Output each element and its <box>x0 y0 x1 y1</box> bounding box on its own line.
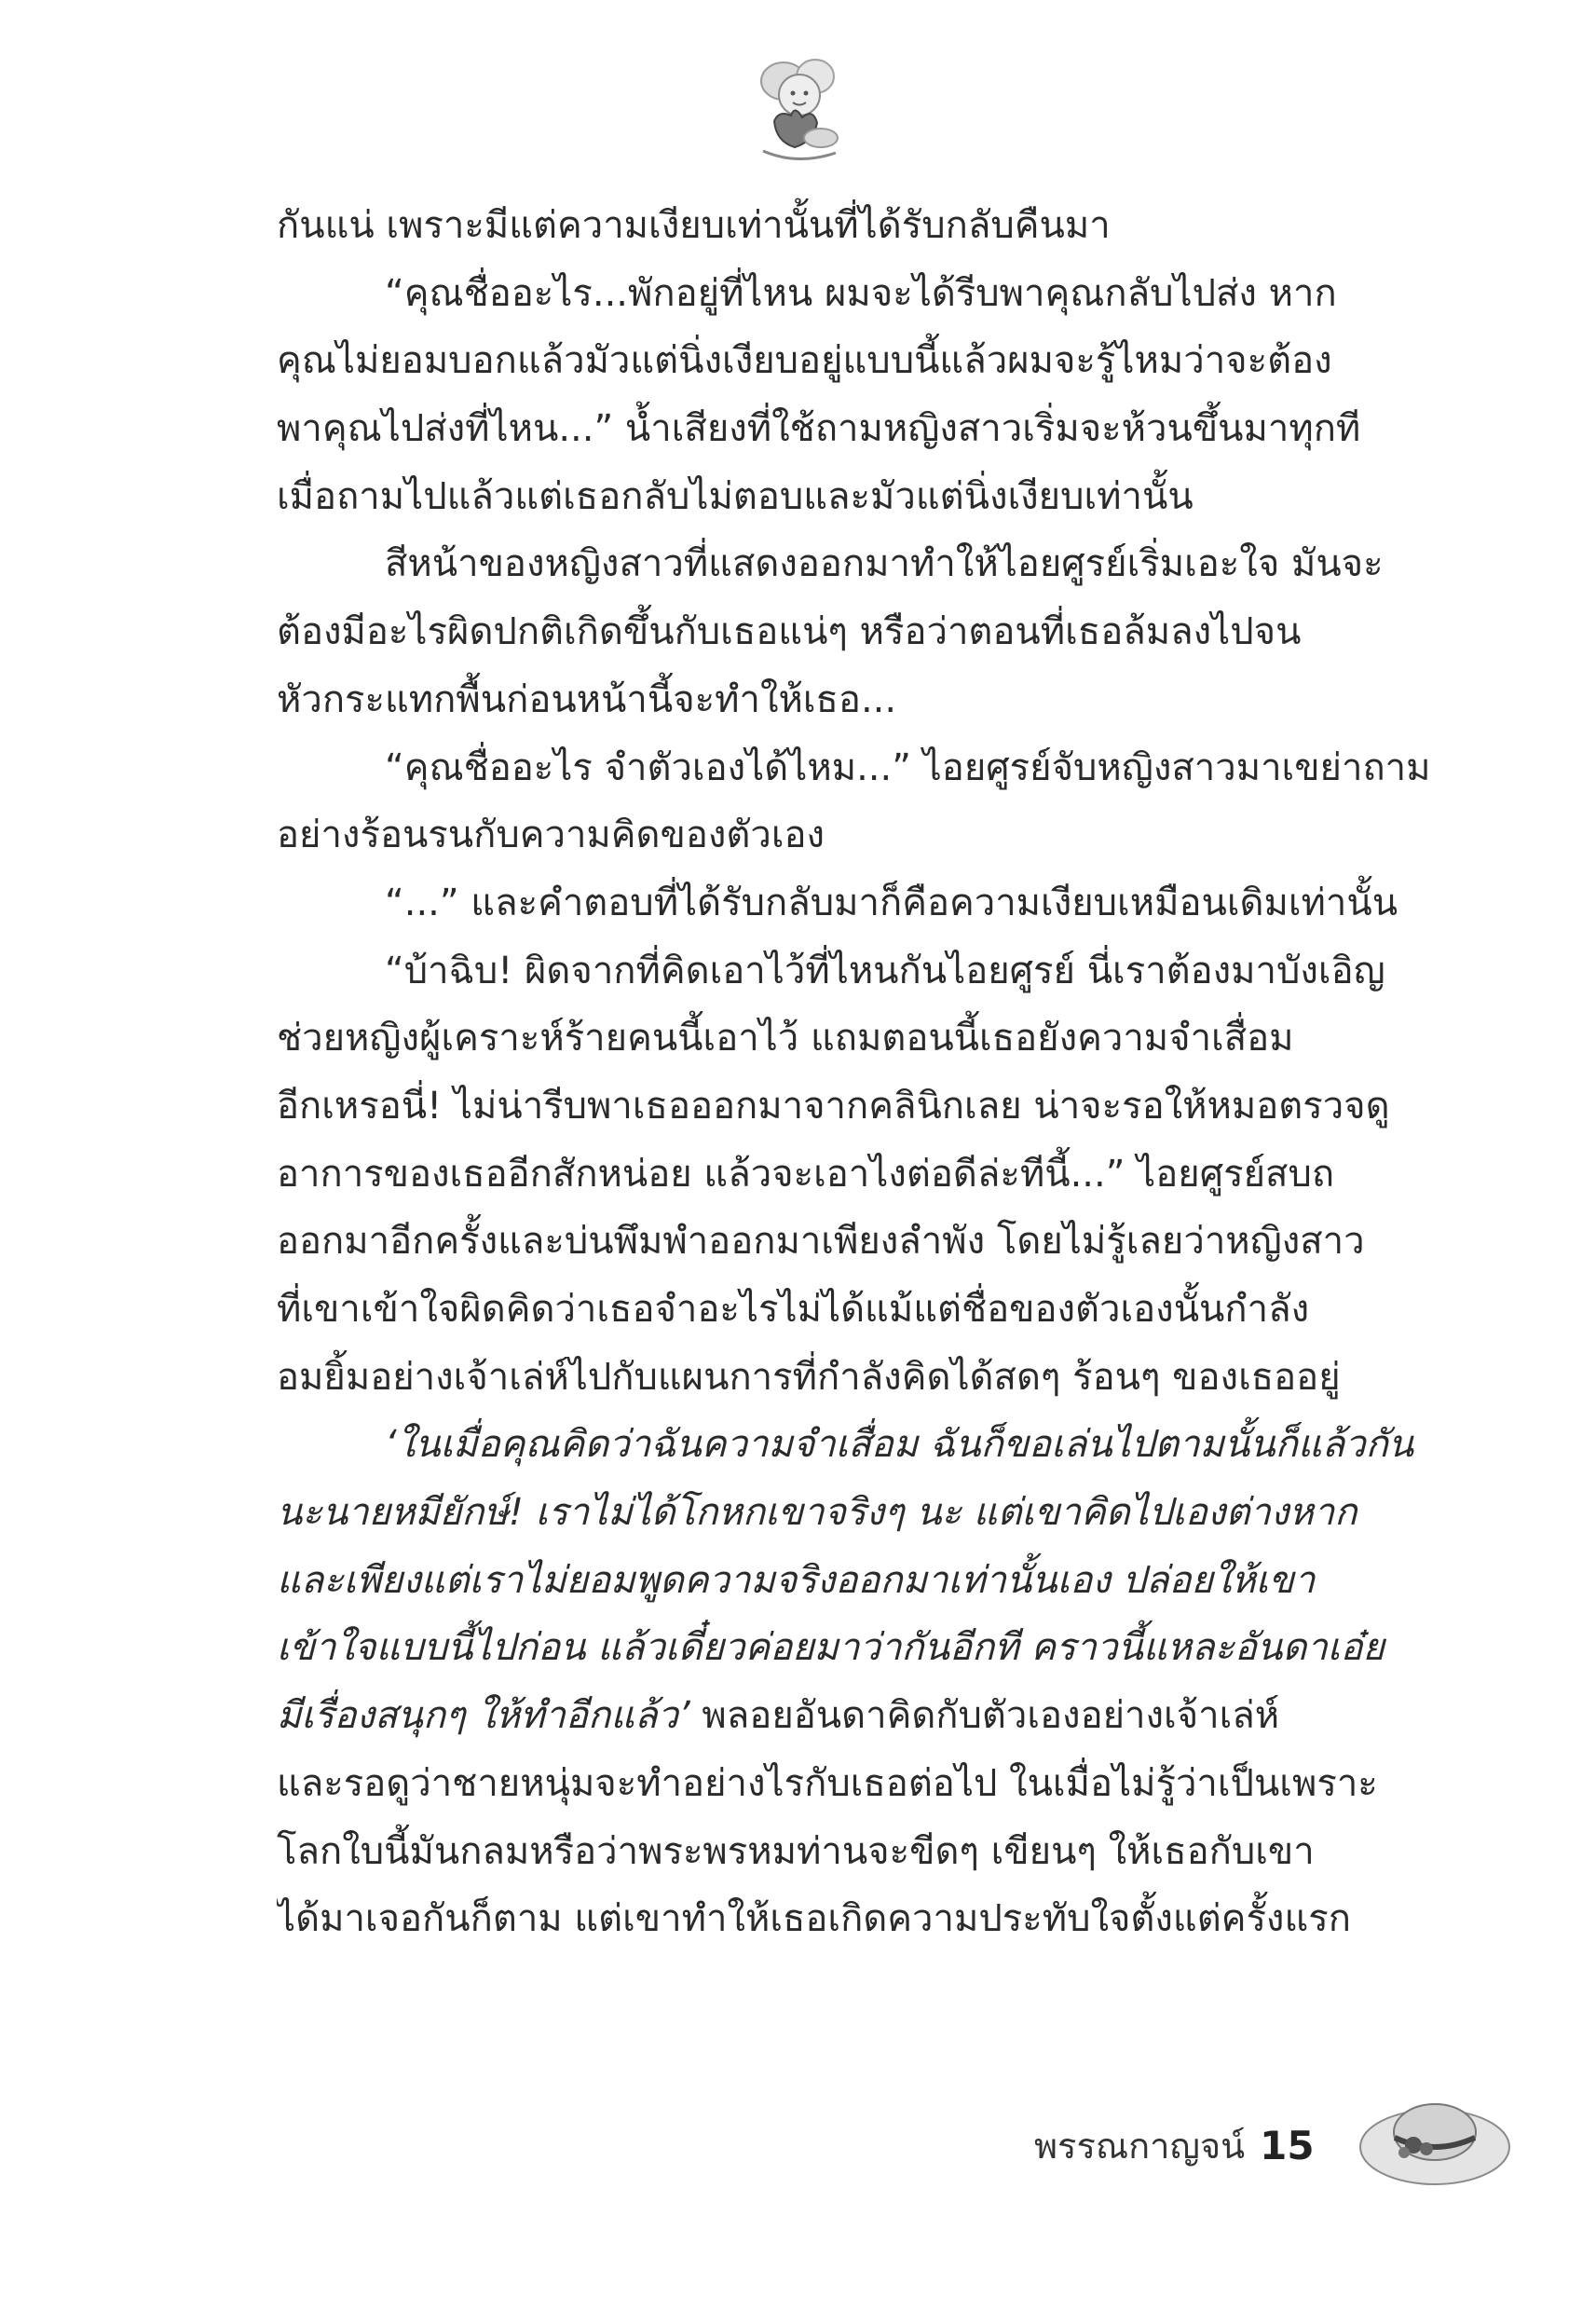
text-line-21: และเพียงแต่เราไม่ยอมพูดความจริงออกมาเท่านั้นเอง ปล่อยให้เขา <box>277 1558 1316 1602</box>
text-line-2: “คุณชื่ออะไร...พักอยู่ที่ไหน ผมจะได้รีบพาคุณกลับไปส่ง หาก <box>385 271 1337 315</box>
text-line-13: ช่วยหญิงผู้เคราะห์ร้ายคนนี้เอาไว้ แถมตอนนี้เธอยังความจำเสื่อม <box>277 1017 1294 1060</box>
text-line-6: สีหน้าของหญิงสาวที่แสดงออกมาทำให้ไอยศูรย์เริ่มเอะใจ มันจะ <box>385 542 1384 586</box>
text-line-19: ‘ในเมื่อคุณคิดว่าฉันความจำเสื่อม ฉันก็ขอเล่นไปตามนั้นก็แล้วกัน <box>385 1423 1414 1467</box>
text-line-24: และรอดูว่าชายหนุ่มจะทำอย่างไรกับเธอต่อไป ในเมื่อไม่รู้ว่าเป็นเพราะ <box>277 1761 1378 1805</box>
text-line-9: “คุณชื่ออะไร จำตัวเองได้ไหม...” ไอยศูรย์จับหญิงสาวมาเขย่าถาม <box>385 745 1431 789</box>
text-line-5: เมื่อถามไปแล้วแต่เธอกลับไม่ตอบและมัวแต่นิ่งเงียบเท่านั้น <box>277 474 1194 518</box>
hat-icon <box>1356 2080 1514 2192</box>
text-line-1: กันแน่ เพราะมีแต่ความเงียบเท่านั้นที่ได้รับกลับคืนมา <box>277 204 1111 247</box>
text-line-20: นะนายหมียักษ์! เราไม่ได้โกหกเขาจริงๆ นะ แต่เขาคิดไปเองต่างหาก <box>277 1491 1357 1535</box>
text-line-17: ที่เขาเข้าใจผิดคิดว่าเธอจำอะไรไม่ได้แม้แต่ชื่อของตัวเองนั้นกำลัง <box>277 1288 1310 1331</box>
footer-author: พรรณกาญจน์ <box>1034 2125 1246 2167</box>
text-line-23-normal: พลอยอันดาคิดกับตัวเองอย่างเจ้าเล่ห์ <box>689 1694 1280 1738</box>
text-line-10: อย่างร้อนรนกับความคิดของตัวเอง <box>277 814 825 857</box>
text-line-23 <box>277 1682 1432 1750</box>
text-line-25: โลกใบนี้มันกลมหรือว่าพระพรหมท่านจะขีดๆ เขียนๆ ให้เธอกับเขา <box>277 1829 1315 1873</box>
text-line-3: คุณไม่ยอมบอกแล้วมัวแต่นิ่งเงียบอยู่แบบนี้แล้วผมจะรู้ไหมว่าจะต้อง <box>277 339 1332 383</box>
text-line-7: ต้องมีอะไรผิดปกติเกิดขึ้นกับเธอแน่ๆ หรือว่าตอนที่เธอล้มลงไปจน <box>277 610 1302 654</box>
page-footer <box>1034 2108 1315 2182</box>
text-line-16: ออกมาอีกครั้งและบ่นพึมพำออกมาเพียงลำพัง โดยไม่รู้เลยว่าหญิงสาว <box>277 1220 1365 1264</box>
text-line-18: อมยิ้มอย่างเจ้าเล่ห์ไปกับแผนการที่กำลังคิดได้สดๆ ร้อนๆ ของเธออยู่ <box>277 1355 1341 1399</box>
text-line-15: อาการของเธออีกสักหน่อย แล้วจะเอาไงต่อดีล่ะทีนี้...” ไอยศูรย์สบถ <box>277 1152 1335 1196</box>
text-line-8: หัวกระแทกพื้นก่อนหน้านี้จะทำให้เธอ... <box>277 677 897 721</box>
text-line-14: อีกเหรอนี่! ไม่น่ารีบพาเธอออกมาจากคลินิกเลย น่าจะรอให้หมอตรวจดู <box>277 1084 1390 1128</box>
page-number: 15 <box>1260 2122 1315 2168</box>
cupid-icon <box>746 48 849 170</box>
text-line-4: พาคุณไปส่งที่ไหน...” น้ำเสียงที่ใช้ถามหญิงสาวเริ่มจะห้วนขึ้นมาทุกที <box>277 407 1361 451</box>
body-text <box>277 192 1432 1953</box>
text-line-22: เข้าใจแบบนี้ไปก่อน แล้วเดี๋ยวค่อยมาว่ากันอีกที คราวนี้แหละอันดาเอ๋ย <box>277 1626 1385 1670</box>
text-line-23-italic: มีเรื่องสนุกๆ ให้ทำอีกแล้ว’ <box>277 1694 690 1738</box>
text-line-26: ได้มาเจอกันก็ตาม แต่เขาทำให้เธอเกิดความประทับใจตั้งแต่ครั้งแรก <box>277 1897 1351 1941</box>
text-line-12: “บ้าฉิบ! ผิดจากที่คิดเอาไว้ที่ไหนกันไอยศูรย์ นี่เราต้องมาบังเอิญ <box>385 949 1385 992</box>
text-line-11: “...” และคำตอบที่ได้รับกลับมาก็คือความเงียบเหมือนเดิมเท่านั้น <box>385 881 1398 924</box>
